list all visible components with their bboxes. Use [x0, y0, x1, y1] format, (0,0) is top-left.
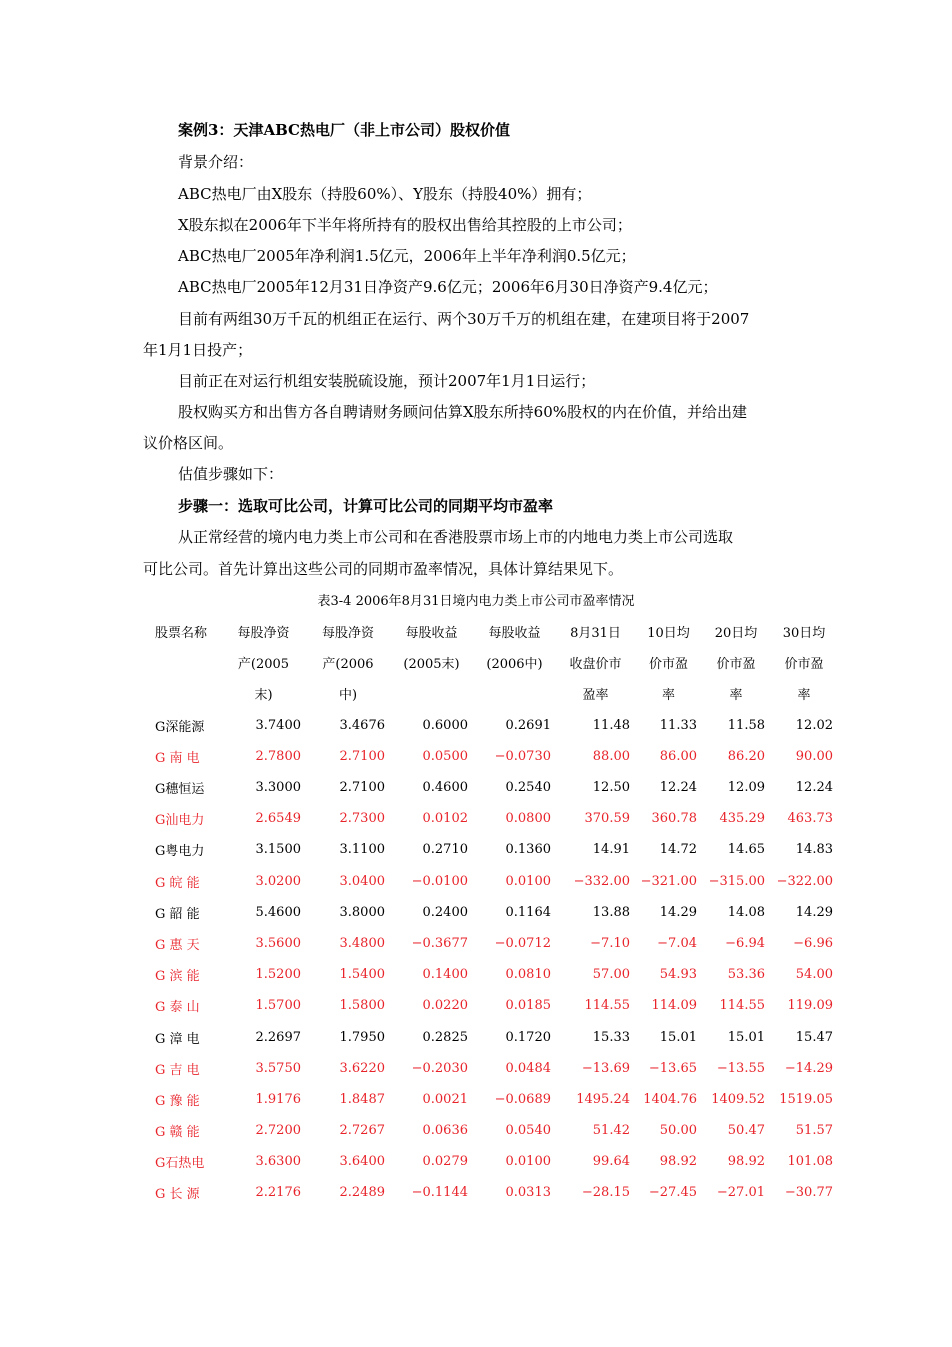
- value-cell: 0.0102: [422, 811, 468, 827]
- paragraph-units-line1: 目前有两组30万千瓦的机组正在运行、两个30万千万的机组在建，在建项目将于2007: [178, 310, 750, 328]
- value-cell: 1404.76: [643, 1091, 697, 1107]
- value-cell: 1.5700: [255, 998, 301, 1014]
- value-cell: 0.1164: [505, 904, 551, 920]
- header-eps-2006-l2: (2006中): [486, 657, 543, 673]
- stock-name-cell: G 皖 能: [155, 875, 200, 891]
- value-cell: 13.88: [592, 904, 630, 920]
- value-cell: 14.91: [592, 842, 630, 858]
- value-cell: −322.00: [776, 873, 833, 889]
- value-cell: −0.3677: [411, 935, 468, 951]
- table-row: [145, 1021, 838, 1052]
- value-cell: 2.7800: [255, 748, 301, 764]
- value-cell: 11.58: [727, 717, 765, 733]
- header-blank: [473, 678, 556, 709]
- value-cell: 54.00: [795, 967, 833, 983]
- table-header: [145, 616, 838, 710]
- value-cell: 0.0800: [505, 811, 551, 827]
- header-eps-2005-l2: (2005末): [403, 657, 460, 673]
- value-cell: 12.50: [592, 780, 630, 796]
- value-cell: 2.7300: [339, 811, 385, 827]
- value-cell: 0.6000: [422, 717, 468, 733]
- value-cell: 3.4676: [339, 717, 385, 733]
- value-cell: 53.36: [727, 967, 765, 983]
- value-cell: 114.55: [584, 998, 630, 1014]
- value-cell: 86.20: [727, 748, 765, 764]
- value-cell: 3.6400: [339, 1154, 385, 1170]
- stock-name-cell: G汕电力: [155, 813, 205, 829]
- value-cell: 50.47: [727, 1123, 765, 1139]
- paragraph-net-profit: ABC热电厂2005年净利润1.5亿元，2006年上半年净利润0.5亿元；: [178, 247, 636, 265]
- header-close-pe-l3: 盈率: [582, 688, 609, 704]
- value-cell: 86.00: [659, 748, 697, 764]
- header-close-pe-l1: 8月31日: [570, 626, 621, 642]
- value-cell: −0.0100: [411, 873, 468, 889]
- paragraph-equity-line1: 股权购买方和出售方各自聘请财务顾问估算X股东所持60%股权的内在价值，并给出建: [178, 403, 748, 421]
- value-cell: 0.0100: [505, 873, 551, 889]
- value-cell: 463.73: [787, 811, 833, 827]
- table-row: [145, 772, 838, 803]
- value-cell: 370.59: [584, 811, 630, 827]
- value-cell: 51.42: [592, 1123, 630, 1139]
- value-cell: 5.4600: [255, 904, 301, 920]
- value-cell: 1.7950: [339, 1029, 385, 1045]
- case-title: 案例3：天津ABC热电厂（非上市公司）股权价值: [178, 121, 510, 139]
- value-cell: 360.78: [651, 811, 697, 827]
- paragraph-ownership: ABC热电厂由X股东（持股60%）、Y股东（持股40%）拥有；: [178, 185, 592, 203]
- header-20d-pe-l1: 20日均: [714, 626, 758, 642]
- value-cell: 14.29: [795, 904, 833, 920]
- header-blank: [145, 678, 221, 709]
- header-10d-pe-l3: 率: [661, 688, 675, 704]
- table-row: [145, 710, 838, 741]
- value-cell: 101.08: [787, 1154, 833, 1170]
- stock-name-cell: G 泰 山: [155, 1000, 200, 1016]
- value-cell: 119.09: [787, 998, 833, 1014]
- header-10d-pe-l2: 价市盈: [648, 657, 688, 673]
- value-cell: 1519.05: [779, 1091, 833, 1107]
- value-cell: 12.02: [795, 717, 833, 733]
- header-20d-pe-l3: 率: [729, 688, 743, 704]
- value-cell: −6.96: [793, 935, 833, 951]
- value-cell: 15.01: [727, 1029, 765, 1045]
- value-cell: 1.8487: [339, 1091, 385, 1107]
- table-row: [145, 803, 838, 834]
- value-cell: 1409.52: [711, 1091, 765, 1107]
- value-cell: 14.08: [727, 904, 765, 920]
- step1-line1: 从正常经营的境内电力类上市公司和在香港股票市场上市的内地电力类上市公司选取: [178, 528, 734, 546]
- header-bvps-2005-l1: 每股净资: [237, 626, 290, 642]
- value-cell: −315.00: [708, 873, 765, 889]
- value-cell: 0.0540: [505, 1123, 551, 1139]
- value-cell: 88.00: [592, 748, 630, 764]
- steps-heading: 估值步骤如下：: [178, 465, 284, 483]
- table-row: [145, 1053, 838, 1084]
- value-cell: −321.00: [640, 873, 697, 889]
- value-cell: 0.1720: [505, 1029, 551, 1045]
- header-stock-name: 股票名称: [155, 626, 208, 642]
- table-body: [145, 710, 838, 1209]
- value-cell: 0.4600: [422, 780, 468, 796]
- header-20d-pe-l2: 价市盈: [716, 657, 756, 673]
- value-cell: 12.24: [795, 780, 833, 796]
- value-cell: −332.00: [573, 873, 630, 889]
- value-cell: 435.29: [719, 811, 765, 827]
- value-cell: −28.15: [581, 1185, 630, 1201]
- value-cell: 1495.24: [576, 1091, 630, 1107]
- value-cell: 3.6300: [255, 1154, 301, 1170]
- value-cell: 0.0220: [422, 998, 468, 1014]
- header-bvps-2005-l3: 末): [254, 688, 273, 704]
- value-cell: 99.64: [592, 1154, 630, 1170]
- table-row: [145, 1177, 838, 1208]
- value-cell: 54.93: [659, 967, 697, 983]
- stock-name-cell: G粤电力: [155, 844, 205, 860]
- value-cell: 51.57: [795, 1123, 833, 1139]
- header-blank: [390, 678, 473, 709]
- header-10d-pe-l1: 10日均: [647, 626, 690, 642]
- value-cell: −7.10: [590, 935, 630, 951]
- value-cell: 0.1360: [505, 842, 551, 858]
- value-cell: −27.45: [648, 1185, 697, 1201]
- value-cell: −0.0730: [494, 748, 551, 764]
- table-row: [145, 1146, 838, 1177]
- value-cell: 15.33: [592, 1029, 630, 1045]
- stock-name-cell: G深能源: [155, 719, 205, 735]
- table-row: [145, 990, 838, 1021]
- value-cell: 2.2489: [339, 1185, 385, 1201]
- value-cell: 11.33: [659, 717, 697, 733]
- value-cell: 1.5200: [255, 967, 301, 983]
- header-bvps-2006-l1: 每股净资: [321, 626, 374, 642]
- value-cell: 0.0100: [505, 1154, 551, 1170]
- value-cell: 3.1100: [339, 842, 385, 858]
- value-cell: 98.92: [659, 1154, 697, 1170]
- stock-name-cell: G 长 源: [155, 1187, 200, 1203]
- paragraph-units-line2: 年1月1日投产；: [143, 341, 253, 359]
- header-blank: [145, 647, 221, 678]
- value-cell: 3.7400: [255, 717, 301, 733]
- value-cell: 3.3000: [255, 780, 301, 796]
- value-cell: 114.55: [719, 998, 765, 1014]
- value-cell: 2.2176: [255, 1185, 301, 1201]
- value-cell: 3.4800: [339, 935, 385, 951]
- header-bvps-2005-l2: 产(2005: [237, 657, 290, 673]
- value-cell: −0.1144: [411, 1185, 468, 1201]
- value-cell: 14.72: [659, 842, 697, 858]
- value-cell: 0.0500: [422, 748, 468, 764]
- value-cell: −14.29: [784, 1060, 833, 1076]
- value-cell: 0.0484: [505, 1060, 551, 1076]
- stock-name-cell: G 滨 能: [155, 969, 200, 985]
- table-row: [145, 1084, 838, 1115]
- paragraph-net-assets: ABC热电厂2005年12月31日净资产9.6亿元；2006年6月30日净资产9.4亿元；: [178, 278, 718, 296]
- value-cell: −0.0689: [494, 1091, 551, 1107]
- background-heading: 背景介绍：: [178, 153, 254, 171]
- value-cell: 0.0279: [422, 1154, 468, 1170]
- stock-name-cell: G 吉 电: [155, 1062, 200, 1078]
- value-cell: 14.83: [795, 842, 833, 858]
- value-cell: 114.09: [651, 998, 697, 1014]
- value-cell: −27.01: [716, 1185, 765, 1201]
- value-cell: 3.5750: [255, 1060, 301, 1076]
- paragraph-sale-plan: X股东拟在2006年下半年将所持有的股权出售给其控股的上市公司；: [178, 216, 632, 234]
- header-eps-2005-l1: 每股收益: [405, 626, 458, 642]
- stock-name-cell: G 南 电: [155, 750, 200, 766]
- value-cell: −13.65: [648, 1060, 697, 1076]
- table-row: [145, 897, 838, 928]
- value-cell: 3.1500: [255, 842, 301, 858]
- value-cell: 14.65: [727, 842, 765, 858]
- stock-name-cell: G 豫 能: [155, 1093, 200, 1109]
- table-row: [145, 928, 838, 959]
- value-cell: 0.2540: [505, 780, 551, 796]
- value-cell: 0.0810: [505, 967, 551, 983]
- table-row: [145, 741, 838, 772]
- header-eps-2006-l1: 每股收益: [488, 626, 541, 642]
- header-30d-pe-l2: 价市盈: [784, 657, 824, 673]
- value-cell: 2.7200: [255, 1123, 301, 1139]
- value-cell: 0.1400: [422, 967, 468, 983]
- value-cell: −30.77: [784, 1185, 833, 1201]
- table-row: [145, 1115, 838, 1146]
- stock-name-cell: G 漳 电: [155, 1031, 200, 1047]
- value-cell: 0.2400: [422, 904, 468, 920]
- value-cell: 2.7267: [339, 1123, 385, 1139]
- value-cell: −13.69: [581, 1060, 630, 1076]
- stock-name-cell: G 惠 天: [155, 937, 200, 953]
- value-cell: 15.47: [795, 1029, 833, 1045]
- value-cell: 2.6549: [255, 811, 301, 827]
- step1-line2: 可比公司。首先计算出这些公司的同期市盈率情况，具体计算结果见下。: [143, 560, 624, 578]
- value-cell: 0.2710: [422, 842, 468, 858]
- value-cell: 0.0636: [422, 1123, 468, 1139]
- value-cell: −6.94: [725, 935, 765, 951]
- value-cell: 12.24: [659, 780, 697, 796]
- value-cell: 3.8000: [339, 904, 385, 920]
- value-cell: 1.5400: [339, 967, 385, 983]
- header-30d-pe-l3: 率: [797, 688, 811, 704]
- table-row: [145, 866, 838, 897]
- table-row: [145, 834, 838, 865]
- value-cell: 2.7100: [339, 780, 385, 796]
- paragraph-equity-line2: 议价格区间。: [143, 434, 234, 452]
- stock-name-cell: G 韶 能: [155, 906, 200, 922]
- header-close-pe-l2: 收盘价市: [569, 657, 622, 673]
- value-cell: 3.0200: [255, 873, 301, 889]
- value-cell: 12.09: [727, 780, 765, 796]
- table-caption: 表3-4 2006年8月31日境内电力类上市公司市盈率情况: [317, 594, 635, 609]
- value-cell: −13.55: [716, 1060, 765, 1076]
- value-cell: 3.5600: [255, 935, 301, 951]
- pe-ratio-table: [145, 616, 838, 1209]
- value-cell: 11.48: [592, 717, 630, 733]
- header-bvps-2006-l2: 产(2006: [322, 657, 374, 673]
- value-cell: 50.00: [659, 1123, 697, 1139]
- value-cell: 3.0400: [339, 873, 385, 889]
- step1-title: 步骤一：选取可比公司，计算可比公司的同期平均市盈率: [178, 497, 554, 515]
- value-cell: 0.2691: [505, 717, 551, 733]
- value-cell: 2.7100: [339, 748, 385, 764]
- value-cell: 90.00: [795, 748, 833, 764]
- value-cell: 0.0021: [422, 1091, 468, 1107]
- header-30d-pe-l1: 30日均: [782, 626, 826, 642]
- value-cell: 15.01: [659, 1029, 697, 1045]
- value-cell: 0.2825: [422, 1029, 468, 1045]
- stock-name-cell: G石热电: [155, 1156, 205, 1172]
- value-cell: 1.9176: [255, 1091, 301, 1107]
- value-cell: 0.0185: [505, 998, 551, 1014]
- stock-name-cell: G 赣 能: [155, 1125, 200, 1141]
- stock-name-cell: G穗恒运: [155, 782, 205, 798]
- value-cell: 98.92: [727, 1154, 765, 1170]
- value-cell: 14.29: [659, 904, 697, 920]
- value-cell: −0.0712: [494, 935, 551, 951]
- value-cell: 0.0313: [505, 1185, 551, 1201]
- table-row: [145, 959, 838, 990]
- value-cell: −0.2030: [411, 1060, 468, 1076]
- paragraph-desulfurization: 目前正在对运行机组安装脱硫设施，预计2007年1月1日运行；: [178, 372, 596, 390]
- header-bvps-2006-l3: 中): [338, 688, 358, 704]
- value-cell: 2.2697: [255, 1029, 301, 1045]
- value-cell: 1.5800: [339, 998, 385, 1014]
- value-cell: 57.00: [592, 967, 630, 983]
- value-cell: 3.6220: [339, 1060, 385, 1076]
- value-cell: −7.04: [657, 935, 697, 951]
